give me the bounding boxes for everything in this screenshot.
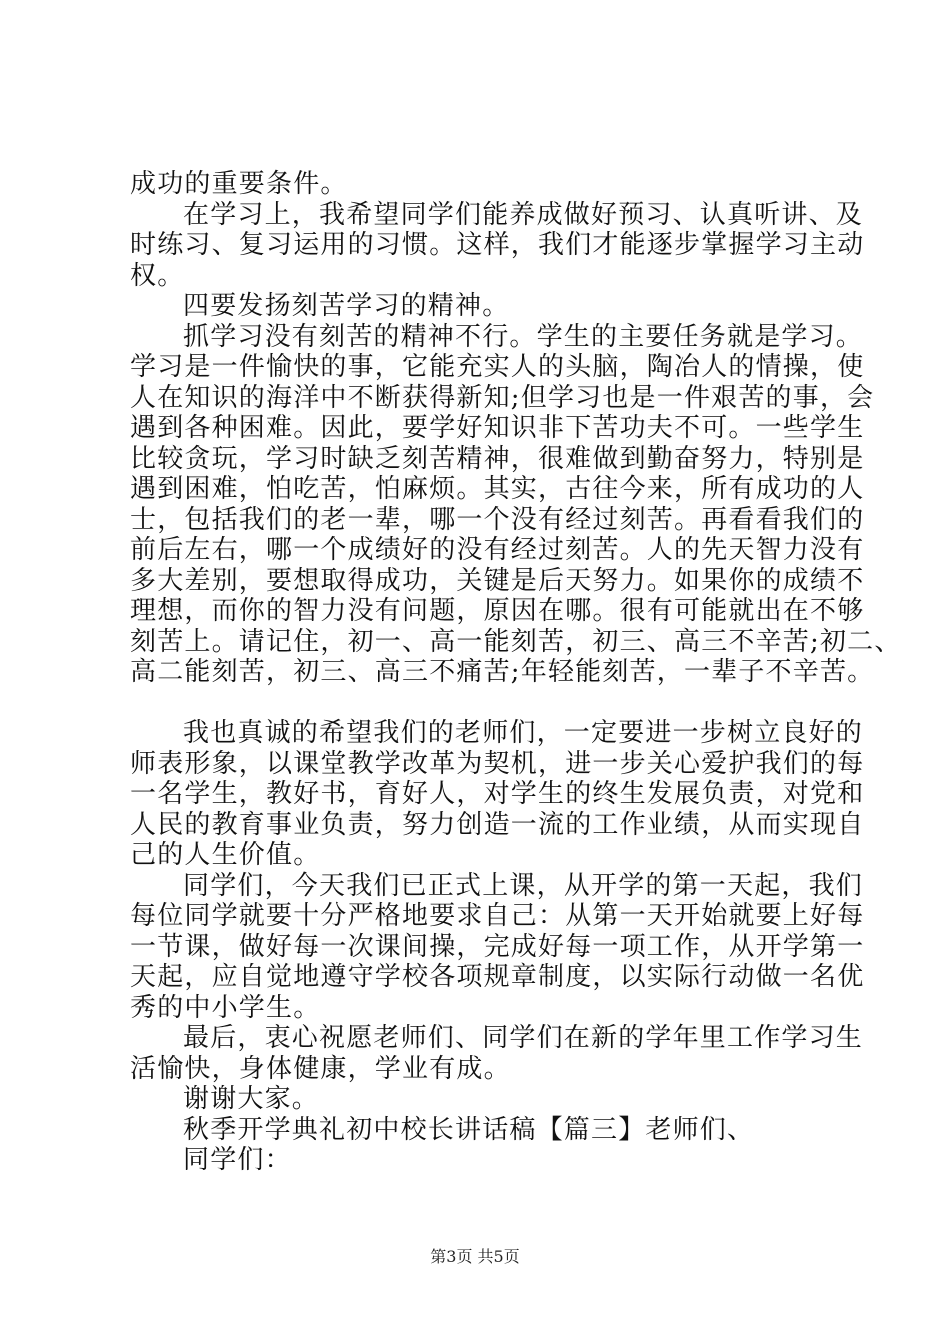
text-line: 多大差别，要想取得成功，关键是后天努力。如果你的成绩不	[130, 565, 865, 596]
text-line: 师表形象，以课堂教学改革为契机，进一步关心爱护我们的每	[130, 748, 865, 779]
text-line: 权。	[130, 260, 185, 291]
text-line: 时练习、复习运用的习惯。这样，我们才能逐步掌握学习主动	[130, 230, 865, 260]
text-line: 前后左右，哪一个成绩好的没有经过刻苦。人的先天智力没有	[130, 535, 865, 565]
paragraph-gap	[130, 688, 835, 719]
page-footer: 第3页 共5页	[430, 1247, 520, 1266]
subtitle-line: 秋季开学典礼初中校长讲话稿【篇三】老师们、	[183, 1114, 755, 1145]
text-line: 在学习上，我希望同学们能养成做好预习、认真听讲、及	[183, 199, 864, 230]
document-body	[130, 169, 902, 1176]
text-line: 比较贪玩，学习时缺乏刻苦精神，很难做到勤奋努力，特别是	[130, 443, 865, 474]
text-line: 学习是一件愉快的事，它能充实人的头脑，陶冶人的情操，使	[130, 352, 865, 382]
text-line: 理想，而你的智力没有问题，原因在哪。很有可能就出在不够	[130, 596, 865, 626]
text-line: 成功的重要条件。	[130, 169, 348, 199]
text-line: 遇到困难，怕吃苦，怕麻烦。其实，古往今来，所有成功的人	[130, 474, 865, 504]
text-line: 刻苦上。请记住，初一、高一能刻苦，初三、高三不辛苦;初二、	[130, 626, 902, 657]
text-line: 同学们：	[183, 1145, 292, 1175]
text-line: 一节课，做好每一次课间操，完成好每一项工作，从开学第一	[130, 931, 865, 962]
text-line: 每位同学就要十分严格地要求自己：从第一天开始就要上好每	[130, 901, 865, 931]
text-line: 秀的中小学生。	[130, 992, 321, 1023]
section-heading: 四要发扬刻苦学习的精神。	[183, 291, 510, 321]
text-line: 天起，应自觉地遵守学校各项规章制度，以实际行动做一名优	[130, 962, 865, 992]
text-line: 人在知识的海洋中不断获得新知;但学习也是一件艰苦的事，会	[130, 382, 875, 413]
text-line: 高二能刻苦，初三、高三不痛苦;年轻能刻苦，一辈子不辛苦。	[130, 657, 875, 687]
text-line: 遇到各种困难。因此，要学好知识非下苦功夫不可。一些学生	[130, 413, 865, 443]
text-line: 人民的教育事业负责，努力创造一流的工作业绩，从而实现自	[130, 809, 865, 840]
text-line: 一名学生，教好书，育好人，对学生的终生发展负责，对党和	[130, 779, 865, 809]
text-line: 活愉快，身体健康，学业有成。	[130, 1053, 511, 1084]
text-line: 抓学习没有刻苦的精神不行。学生的主要任务就是学习。	[183, 321, 864, 352]
text-line: 我也真诚的希望我们的老师们，一定要进一步树立良好的	[183, 718, 864, 748]
text-line: 谢谢大家。	[183, 1084, 320, 1114]
text-line: 最后，衷心祝愿老师们、同学们在新的学年里工作学习生	[183, 1023, 864, 1053]
text-line: 士，包括我们的老一辈，哪一个没有经过刻苦。再看看我们的	[130, 504, 865, 535]
text-line: 同学们，今天我们已正式上课，从开学的第一天起，我们	[183, 870, 864, 901]
text-line: 己的人生价值。	[130, 840, 321, 870]
